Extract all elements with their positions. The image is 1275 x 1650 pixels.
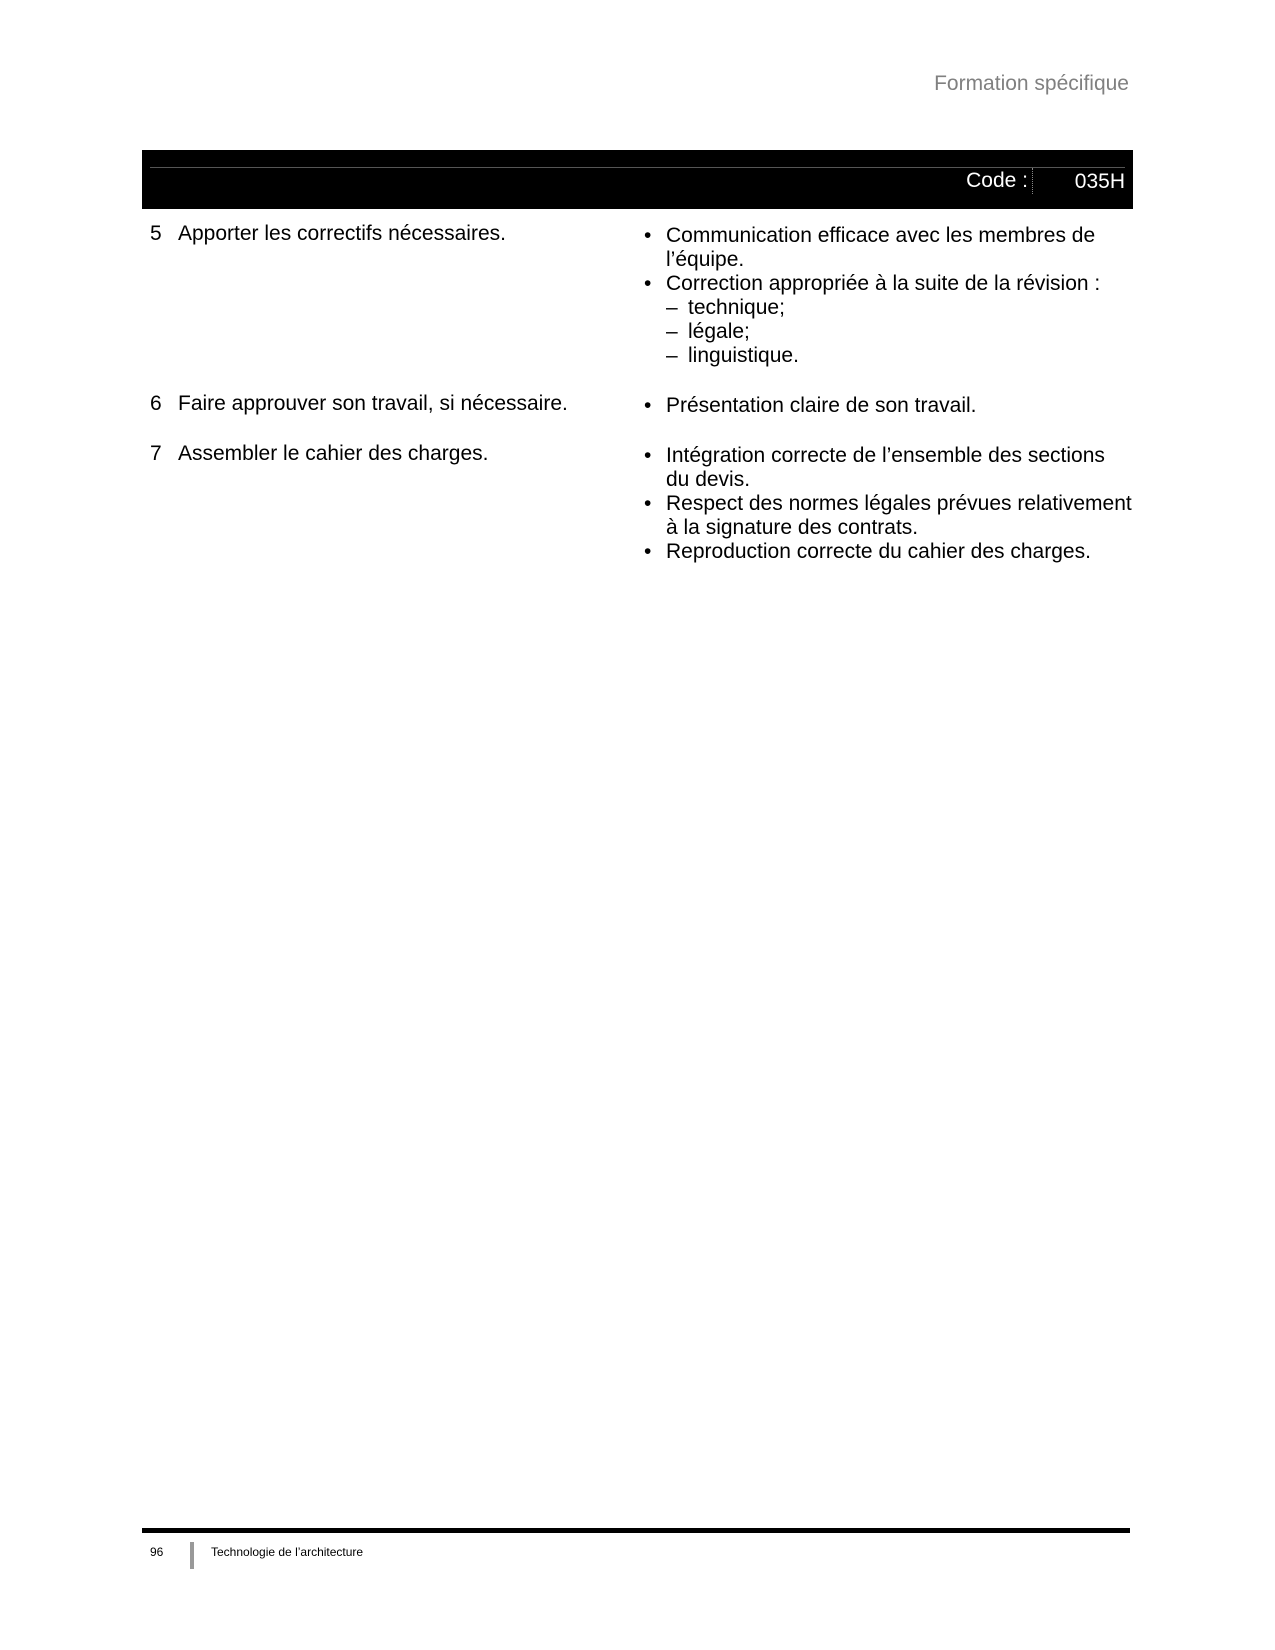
- code-label: Code :: [966, 168, 1033, 194]
- criteria-text: Correction appropriée à la suite de la révision :: [666, 272, 1101, 295]
- table-row: [142, 442, 1133, 564]
- sub-criteria-item: [666, 296, 1133, 320]
- bullet-icon: •: [644, 492, 652, 515]
- footer-rule: [142, 1528, 1130, 1533]
- criteria-text: Présentation claire de son travail.: [666, 394, 977, 417]
- step-text: Apporter les correctifs nécessaires.: [178, 222, 506, 245]
- step-cell: [142, 442, 642, 564]
- step-number: 7: [150, 442, 162, 465]
- bullet-icon: •: [644, 540, 652, 563]
- footer-separator: [190, 1542, 194, 1569]
- steps-table: [142, 222, 1133, 564]
- bullet-icon: •: [644, 224, 652, 247]
- criteria-list: [642, 444, 1133, 564]
- criteria-cell: [642, 442, 1133, 564]
- sub-criteria-text: linguistique.: [688, 344, 799, 367]
- bullet-icon: •: [644, 394, 652, 417]
- criteria-item: [642, 540, 1133, 564]
- table-row: [142, 222, 1133, 368]
- bullet-icon: •: [644, 272, 652, 295]
- criteria-text: Respect des normes légales prévues relativement à la signature des contrats.: [666, 492, 1132, 539]
- criteria-text: Communication efficace avec les membres de l’équipe.: [666, 224, 1096, 271]
- criteria-list: [642, 394, 1133, 418]
- criteria-item: [642, 224, 1133, 272]
- criteria-item: [642, 272, 1133, 368]
- running-header: Formation spécifique: [934, 72, 1129, 95]
- footer-document-title: Technologie de l’architecture: [211, 1545, 364, 1559]
- sub-criteria-item: [666, 344, 1133, 368]
- criteria-item: [642, 394, 1133, 418]
- criteria-list: [642, 224, 1133, 368]
- bullet-icon: •: [644, 444, 652, 467]
- step-number: 6: [150, 392, 162, 415]
- criteria-text: Reproduction correcte du cahier des charges.: [666, 540, 1091, 563]
- step-cell: [142, 222, 642, 368]
- sub-criteria-text: légale;: [688, 320, 750, 343]
- sub-criteria-item: [666, 320, 1133, 344]
- dash-icon: –: [666, 296, 678, 319]
- step-text: Faire approuver son travail, si nécessaire.: [178, 392, 568, 415]
- code-bar: [142, 150, 1133, 209]
- step-number: 5: [150, 222, 162, 245]
- table-row: [142, 392, 1133, 418]
- criteria-cell: [642, 222, 1133, 368]
- criteria-item: [642, 492, 1133, 540]
- sub-criteria-text: technique;: [688, 296, 785, 319]
- criteria-cell: [642, 392, 1133, 418]
- sub-criteria-list: [666, 296, 1133, 368]
- criteria-item: [642, 444, 1133, 492]
- dash-icon: –: [666, 344, 678, 367]
- step-text: Assembler le cahier des charges.: [178, 442, 489, 465]
- step-cell: [142, 392, 642, 418]
- criteria-text: Intégration correcte de l’ensemble des sections du devis.: [666, 444, 1105, 491]
- dash-icon: –: [666, 320, 678, 343]
- page-number: 96: [150, 1545, 164, 1559]
- code-value: 035H: [1045, 167, 1125, 195]
